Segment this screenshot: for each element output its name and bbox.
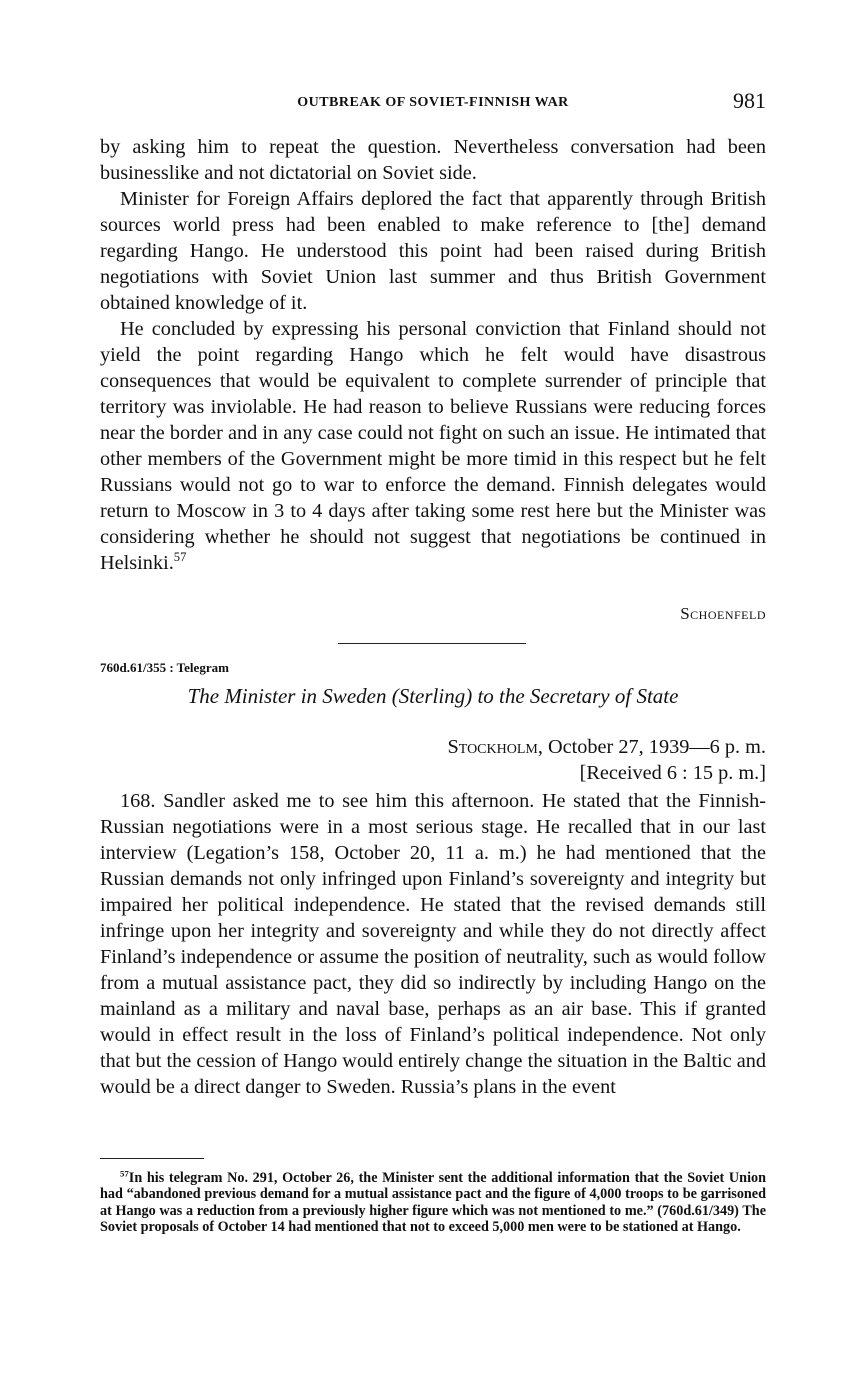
telegram-body: [100, 788, 766, 1100]
dateline-sent: [266, 734, 766, 760]
document-reference: 760d.61/355 : Telegram: [100, 660, 229, 675]
paragraph-text: He concluded by expressing his personal conviction that Finland should not yield the point regarding Hango which he felt would have disastrous consequences that would be equivalent to complete surrender of principle that territory was inviolable. He had reason to believe Russians were reducing forces near the border and in any case could not fight on such an issue. He intimated that other members of the Government might be more timid in this respect but he felt Russians would not go to war to enforce the demand. Finnish delegates would return to Moscow in 3 to 4 days after taking some rest here but the Minister was considering whether he should not suggest that negotiations be continued in Helsinki.: [100, 318, 766, 574]
footnote-text: In his telegram No. 291, October 26, the Minister sent the additional information that the Soviet Union had “abandoned previous demand for a mutual assistance pact and the figure of 4,000 troops to be garrisoned at Hango was a reduction from a previously higher figure which was not mentioned to me.” (760d.61/349) The Soviet proposals of October 14 had mentioned that not to exceed 5,000 men were to be stationed at Hango.: [100, 1170, 766, 1236]
paragraph: Minister for Foreign Affairs deplored the fact that apparently through British sources world press had been enabled to make reference to [the] demand regarding Hango. He understood this point had been raised during British negotiations with Soviet Union last summer and thus British Government obtained knowledge of it.: [100, 188, 766, 314]
dateline-place: Stockholm,: [447, 736, 543, 758]
dateline: [266, 734, 766, 786]
footnote-mark: 57: [120, 1168, 129, 1179]
running-head: [100, 88, 766, 120]
footnote-rule: [100, 1158, 204, 1159]
received-time: [Received 6 : 15 p. m.]: [579, 762, 766, 784]
continued-telegram-text: [100, 134, 766, 576]
page-number: 981: [733, 88, 766, 113]
paragraph: [100, 316, 766, 576]
running-title: OUTBREAK OF SOVIET-FINNISH WAR: [297, 95, 569, 110]
document-title: The Minister in Sweden (Sterling) to the Secretary of State: [187, 684, 679, 708]
signature: Schoenfeld: [680, 604, 766, 623]
section-divider: [338, 643, 526, 644]
footnote-reference[interactable]: 57: [173, 550, 187, 565]
paragraph: 168. Sandler asked me to see him this afternoon. He stated that the Finnish-Russian negotiations were in a most serious stage. He recalled that in our last interview (Legation’s 158, October 20, 11 a. m.) he had mentioned that the Russian demands not only infringed upon Finland’s sovereignty and integrity but impaired her political independence. He stated that the revised demands still infringe upon her integrity and sovereignty and while they do not directly affect Finland’s independence or assume the position of neutrality, such as would follow from a mutual assistance pact, they did so indirectly by including Hango on the mainland as a military and naval base, perhaps as an air base. This if granted would in effect result in the loss of Finland’s political independence. Not only that but the cession of Hango would entirely change the situation in the Baltic and would be a direct danger to Sweden. Russia’s plans in the event: [100, 790, 766, 1098]
footnote: [100, 1170, 766, 1236]
paragraph: by asking him to repeat the question. Nevertheless conversation had been businesslike and not dictatorial on Soviet side.: [100, 136, 766, 184]
dateline-date: October 27, 1939—6 p. m.: [542, 736, 766, 758]
